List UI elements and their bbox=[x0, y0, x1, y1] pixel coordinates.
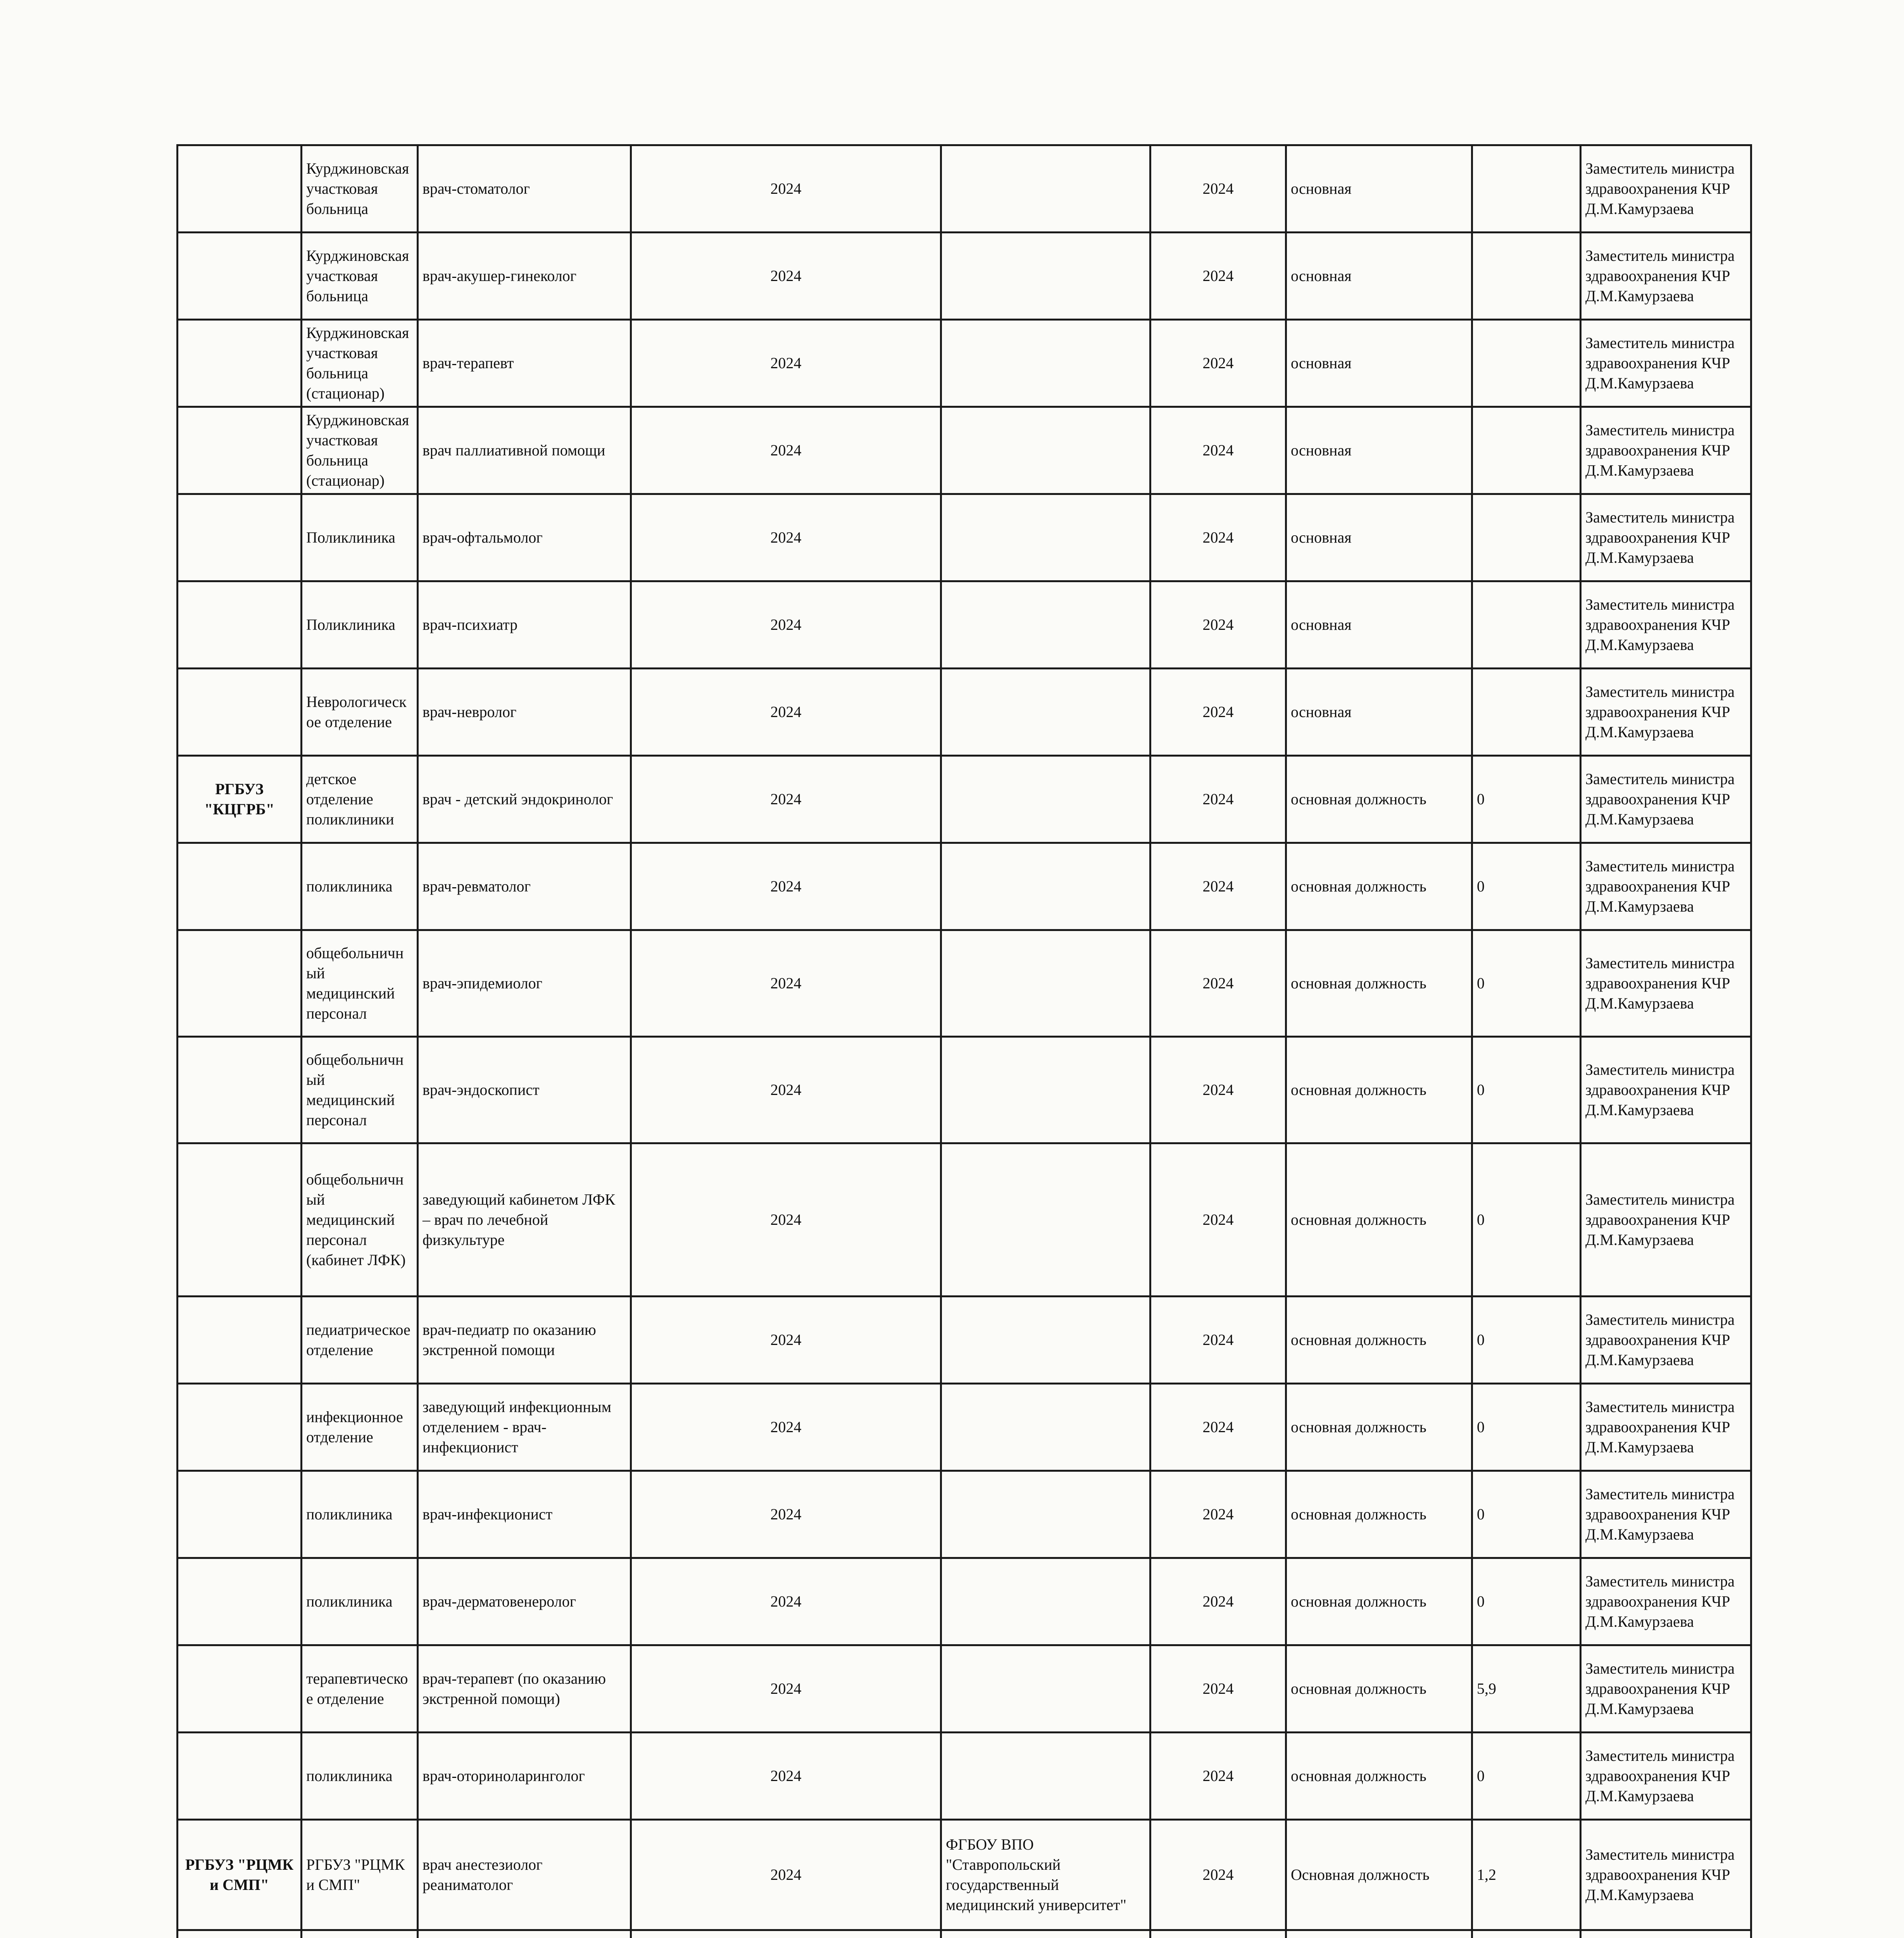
org-cell bbox=[178, 1558, 302, 1645]
org-cell bbox=[178, 1384, 302, 1471]
education-cell bbox=[941, 233, 1150, 320]
rate-cell bbox=[1472, 494, 1581, 581]
employment-type-cell: основная bbox=[1286, 494, 1472, 581]
year2-cell: 2024 bbox=[1150, 1471, 1286, 1558]
rate-cell: 0 bbox=[1472, 843, 1581, 930]
education-cell bbox=[941, 1143, 1150, 1297]
position-cell bbox=[418, 1930, 631, 1938]
education-cell bbox=[941, 1645, 1150, 1733]
approver-cell: Заместитель министра здравоохранения КЧР Д.М.Камурзаева bbox=[1581, 1733, 1751, 1820]
education-cell bbox=[941, 1471, 1150, 1558]
unit-cell: Курджиновская участковая больница (стационар) bbox=[302, 407, 418, 494]
year2-cell: 2024 bbox=[1150, 1384, 1286, 1471]
table-row bbox=[178, 1645, 1751, 1733]
position-cell: врач-педиатр по оказанию экстренной помощи bbox=[418, 1297, 631, 1384]
unit-cell: терапевтическое отделение bbox=[302, 1645, 418, 1733]
unit-cell: поликлиника bbox=[302, 1471, 418, 1558]
org-cell bbox=[178, 1471, 302, 1558]
unit-cell: РГБУЗ "РЦМК и СМП" bbox=[302, 1820, 418, 1930]
employment-type-cell: основная bbox=[1286, 581, 1472, 669]
unit-cell: общебольничный медицинский персонал bbox=[302, 1037, 418, 1143]
rate-cell: 0 bbox=[1472, 756, 1581, 843]
employment-type-cell: основная должность bbox=[1286, 756, 1472, 843]
year-cell: 2024 bbox=[631, 1143, 941, 1297]
year-cell: 2024 bbox=[631, 1820, 941, 1930]
rate-cell: 5,9 bbox=[1472, 1645, 1581, 1733]
approver-cell: Заместитель министра здравоохранения КЧР Д.М.Камурзаева bbox=[1581, 669, 1751, 756]
approver-cell: Заместитель министра здравоохранения КЧР Д.М.Камурзаева bbox=[1581, 1384, 1751, 1471]
position-cell: врач - детский эндокринолог bbox=[418, 756, 631, 843]
rate-cell: 1,2 bbox=[1472, 1820, 1581, 1930]
table-row bbox=[178, 1471, 1751, 1558]
approver-cell: Заместитель министра здравоохранения КЧР Д.М.Камурзаева bbox=[1581, 1820, 1751, 1930]
rate-cell: 0 bbox=[1472, 1143, 1581, 1297]
rate-cell: 0 bbox=[1472, 1297, 1581, 1384]
year-cell: 2024 bbox=[631, 581, 941, 669]
year2-cell: 2024 bbox=[1150, 1645, 1286, 1733]
employment-type-cell: основная должность bbox=[1286, 1558, 1472, 1645]
education-cell bbox=[941, 756, 1150, 843]
position-cell: врач-психиатр bbox=[418, 581, 631, 669]
employment-type-cell: основная должность bbox=[1286, 1143, 1472, 1297]
approver-cell: Заместитель министра здравоохранения КЧР Д.М.Камурзаева bbox=[1581, 1143, 1751, 1297]
year-cell: 2024 bbox=[631, 930, 941, 1037]
table-row bbox=[178, 1733, 1751, 1820]
employment-type-cell: основная bbox=[1286, 407, 1472, 494]
table-row bbox=[178, 407, 1751, 494]
year2-cell: 2024 bbox=[1150, 756, 1286, 843]
employment-type-cell bbox=[1286, 1930, 1472, 1938]
education-cell bbox=[941, 1384, 1150, 1471]
approver-cell: Заместитель министра здравоохранения КЧР Д.М.Камурзаева bbox=[1581, 1037, 1751, 1143]
table-row bbox=[178, 930, 1751, 1037]
approver-cell: Заместитель министра здравоохранения КЧР Д.М.Камурзаева bbox=[1581, 1558, 1751, 1645]
education-cell bbox=[941, 669, 1150, 756]
unit-cell: Поликлиника bbox=[302, 581, 418, 669]
approver-cell: Заместитель министра здравоохранения КЧР Д.М.Камурзаева bbox=[1581, 1471, 1751, 1558]
approver-cell bbox=[1581, 1930, 1751, 1938]
year-cell: 2024 bbox=[631, 233, 941, 320]
education-cell bbox=[941, 1733, 1150, 1820]
rate-cell bbox=[1472, 320, 1581, 407]
employment-type-cell: основная должность bbox=[1286, 1645, 1472, 1733]
year2-cell: 2024 bbox=[1150, 669, 1286, 756]
unit-cell: поликлиника bbox=[302, 1558, 418, 1645]
position-cell: заведующий инфекционным отделением - врач-инфекционист bbox=[418, 1384, 631, 1471]
year-cell: 2024 bbox=[631, 1297, 941, 1384]
table-row bbox=[178, 494, 1751, 581]
table-row bbox=[178, 1930, 1751, 1938]
approver-cell: Заместитель министра здравоохранения КЧР Д.М.Камурзаева bbox=[1581, 233, 1751, 320]
org-cell bbox=[178, 669, 302, 756]
rate-cell bbox=[1472, 1930, 1581, 1938]
year-cell: 2024 bbox=[631, 145, 941, 233]
year2-cell: 2024 bbox=[1150, 145, 1286, 233]
employment-type-cell: основная bbox=[1286, 320, 1472, 407]
year2-cell: 2024 bbox=[1150, 581, 1286, 669]
year2-cell: 2024 bbox=[1150, 1820, 1286, 1930]
rate-cell: 0 bbox=[1472, 1471, 1581, 1558]
position-cell: врач-офтальмолог bbox=[418, 494, 631, 581]
employment-type-cell: основная bbox=[1286, 145, 1472, 233]
org-cell bbox=[178, 1297, 302, 1384]
rate-cell: 0 bbox=[1472, 1558, 1581, 1645]
year2-cell bbox=[1150, 1930, 1286, 1938]
employment-type-cell: основная должность bbox=[1286, 930, 1472, 1037]
education-cell bbox=[941, 320, 1150, 407]
year-cell: 2024 bbox=[631, 1471, 941, 1558]
rate-cell: 0 bbox=[1472, 930, 1581, 1037]
rate-cell bbox=[1472, 581, 1581, 669]
position-cell: врач-невролог bbox=[418, 669, 631, 756]
rate-cell bbox=[1472, 233, 1581, 320]
year-cell: 2024 bbox=[631, 320, 941, 407]
approver-cell: Заместитель министра здравоохранения КЧР Д.М.Камурзаева bbox=[1581, 320, 1751, 407]
year2-cell: 2024 bbox=[1150, 1558, 1286, 1645]
education-cell bbox=[941, 494, 1150, 581]
year2-cell: 2024 bbox=[1150, 1733, 1286, 1820]
table-row bbox=[178, 145, 1751, 233]
year-cell: 2024 bbox=[631, 1645, 941, 1733]
rate-cell: 0 bbox=[1472, 1384, 1581, 1471]
approver-cell: Заместитель министра здравоохранения КЧР Д.М.Камурзаева bbox=[1581, 1297, 1751, 1384]
position-cell: врач-стоматолог bbox=[418, 145, 631, 233]
employment-type-cell: основная должность bbox=[1286, 1471, 1472, 1558]
table-row bbox=[178, 756, 1751, 843]
year2-cell: 2024 bbox=[1150, 930, 1286, 1037]
table-row bbox=[178, 1037, 1751, 1143]
org-cell bbox=[178, 1930, 302, 1938]
approver-cell: Заместитель министра здравоохранения КЧР Д.М.Камурзаева bbox=[1581, 756, 1751, 843]
table-row bbox=[178, 669, 1751, 756]
employment-type-cell: основная должность bbox=[1286, 843, 1472, 930]
year-cell: 2024 bbox=[631, 1037, 941, 1143]
staffing-table bbox=[176, 144, 1752, 1938]
approver-cell: Заместитель министра здравоохранения КЧР Д.М.Камурзаева bbox=[1581, 407, 1751, 494]
table-row bbox=[178, 1384, 1751, 1471]
org-cell bbox=[178, 233, 302, 320]
rate-cell bbox=[1472, 407, 1581, 494]
education-cell bbox=[941, 1037, 1150, 1143]
position-cell: врач-эпидемиолог bbox=[418, 930, 631, 1037]
year-cell: 2024 bbox=[631, 407, 941, 494]
unit-cell: поликлиника bbox=[302, 843, 418, 930]
education-cell bbox=[941, 581, 1150, 669]
employment-type-cell: основная должность bbox=[1286, 1733, 1472, 1820]
education-cell bbox=[941, 930, 1150, 1037]
year2-cell: 2024 bbox=[1150, 843, 1286, 930]
year2-cell: 2024 bbox=[1150, 1037, 1286, 1143]
year-cell bbox=[631, 1930, 941, 1938]
unit-cell: Неврологическое отделение bbox=[302, 669, 418, 756]
position-cell: врач-ревматолог bbox=[418, 843, 631, 930]
year-cell: 2024 bbox=[631, 1558, 941, 1645]
position-cell: врач-терапевт (по оказанию экстренной помощи) bbox=[418, 1645, 631, 1733]
unit-cell: Поликлиника bbox=[302, 494, 418, 581]
org-cell bbox=[178, 1037, 302, 1143]
table-row bbox=[178, 843, 1751, 930]
unit-cell: детское отделение поликлиники bbox=[302, 756, 418, 843]
year2-cell: 2024 bbox=[1150, 320, 1286, 407]
education-cell bbox=[941, 407, 1150, 494]
unit-cell: педиатрическое отделение bbox=[302, 1297, 418, 1384]
table-row bbox=[178, 320, 1751, 407]
employment-type-cell: основная должность bbox=[1286, 1297, 1472, 1384]
org-cell bbox=[178, 494, 302, 581]
position-cell: врач паллиативной помощи bbox=[418, 407, 631, 494]
rate-cell: 0 bbox=[1472, 1733, 1581, 1820]
table-row bbox=[178, 1143, 1751, 1297]
approver-cell: Заместитель министра здравоохранения КЧР Д.М.Камурзаева bbox=[1581, 1645, 1751, 1733]
org-cell: РГБУЗ "КЦГРБ" bbox=[178, 756, 302, 843]
org-cell bbox=[178, 1645, 302, 1733]
education-cell bbox=[941, 843, 1150, 930]
position-cell: врач-оториноларинголог bbox=[418, 1733, 631, 1820]
table-row bbox=[178, 1558, 1751, 1645]
org-cell bbox=[178, 320, 302, 407]
unit-cell: поликлиника bbox=[302, 1733, 418, 1820]
education-cell bbox=[941, 1558, 1150, 1645]
year-cell: 2024 bbox=[631, 494, 941, 581]
table-row bbox=[178, 233, 1751, 320]
approver-cell: Заместитель министра здравоохранения КЧР Д.М.Камурзаева bbox=[1581, 843, 1751, 930]
approver-cell: Заместитель министра здравоохранения КЧР Д.М.Камурзаева bbox=[1581, 494, 1751, 581]
education-cell: ФГБОУ ВПО "Ставропольский государственный медицинский университет" bbox=[941, 1820, 1150, 1930]
table-body-2024 bbox=[178, 145, 1751, 1938]
position-cell: врач-инфекционист bbox=[418, 1471, 631, 1558]
year-cell: 2024 bbox=[631, 843, 941, 930]
org-cell bbox=[178, 1143, 302, 1297]
rate-cell bbox=[1472, 669, 1581, 756]
unit-cell: общебольничный медицинский персонал (кабинет ЛФК) bbox=[302, 1143, 418, 1297]
unit-cell: Курджиновская участковая больница bbox=[302, 233, 418, 320]
table-row bbox=[178, 581, 1751, 669]
year2-cell: 2024 bbox=[1150, 1143, 1286, 1297]
position-cell: врач-терапевт bbox=[418, 320, 631, 407]
position-cell: врач анестезиолог реаниматолог bbox=[418, 1820, 631, 1930]
org-cell bbox=[178, 843, 302, 930]
employment-type-cell: Основная должность bbox=[1286, 1820, 1472, 1930]
table-row bbox=[178, 1297, 1751, 1384]
unit-cell: инфекционное отделение bbox=[302, 1384, 418, 1471]
unit-cell: общебольничный медицинский персонал bbox=[302, 930, 418, 1037]
education-cell bbox=[941, 1930, 1150, 1938]
unit-cell: Курджиновская участковая больница bbox=[302, 145, 418, 233]
employment-type-cell: основная bbox=[1286, 669, 1472, 756]
year2-cell: 2024 bbox=[1150, 407, 1286, 494]
employment-type-cell: основная bbox=[1286, 233, 1472, 320]
org-cell bbox=[178, 1733, 302, 1820]
year-cell: 2024 bbox=[631, 669, 941, 756]
table-row bbox=[178, 1820, 1751, 1930]
year-cell: 2024 bbox=[631, 756, 941, 843]
approver-cell: Заместитель министра здравоохранения КЧР Д.М.Камурзаева bbox=[1581, 581, 1751, 669]
year2-cell: 2024 bbox=[1150, 1297, 1286, 1384]
approver-cell: Заместитель министра здравоохранения КЧР Д.М.Камурзаева bbox=[1581, 930, 1751, 1037]
unit-cell bbox=[302, 1930, 418, 1938]
education-cell bbox=[941, 145, 1150, 233]
unit-cell: Курджиновская участковая больница (стационар) bbox=[302, 320, 418, 407]
position-cell: врач-дерматовенеролог bbox=[418, 1558, 631, 1645]
position-cell: заведующий кабинетом ЛФК – врач по лечебной физкультуре bbox=[418, 1143, 631, 1297]
education-cell bbox=[941, 1297, 1150, 1384]
year2-cell: 2024 bbox=[1150, 494, 1286, 581]
employment-type-cell: основная должность bbox=[1286, 1037, 1472, 1143]
rate-cell: 0 bbox=[1472, 1037, 1581, 1143]
employment-type-cell: основная должность bbox=[1286, 1384, 1472, 1471]
rate-cell bbox=[1472, 145, 1581, 233]
year-cell: 2024 bbox=[631, 1384, 941, 1471]
year2-cell: 2024 bbox=[1150, 233, 1286, 320]
position-cell: врач-эндоскопист bbox=[418, 1037, 631, 1143]
org-cell: РГБУЗ "РЦМК и СМП" bbox=[178, 1820, 302, 1930]
org-cell bbox=[178, 407, 302, 494]
approver-cell: Заместитель министра здравоохранения КЧР Д.М.Камурзаева bbox=[1581, 145, 1751, 233]
org-cell bbox=[178, 145, 302, 233]
org-cell bbox=[178, 581, 302, 669]
year-cell: 2024 bbox=[631, 1733, 941, 1820]
position-cell: врач-акушер-гинеколог bbox=[418, 233, 631, 320]
org-cell bbox=[178, 930, 302, 1037]
